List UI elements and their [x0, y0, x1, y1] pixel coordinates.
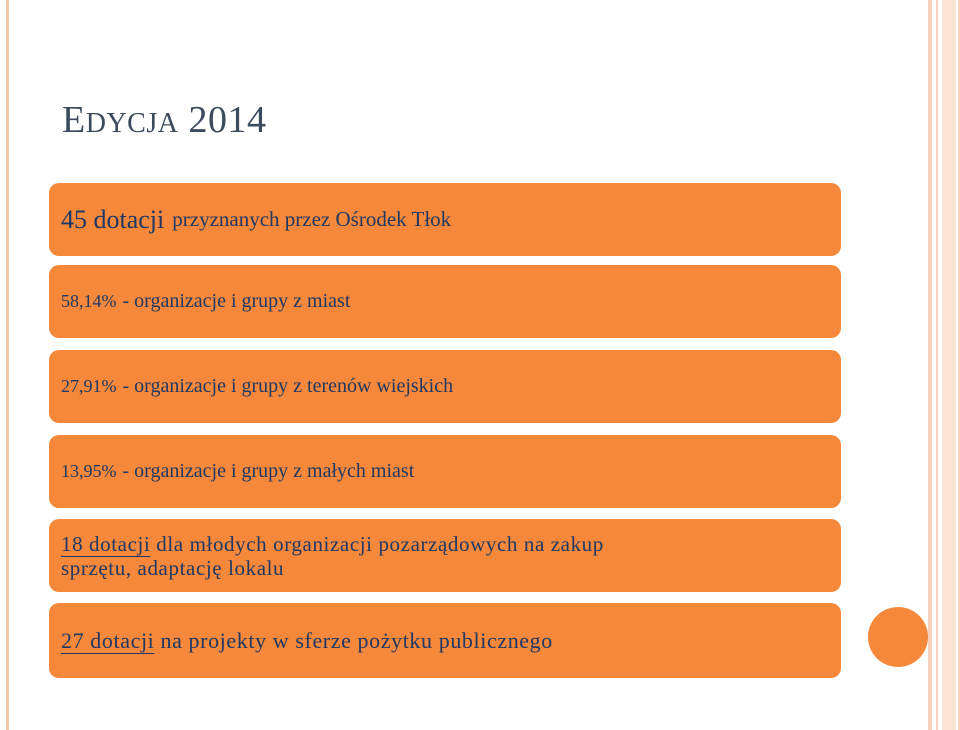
title-rest: DYCJA: [85, 108, 179, 139]
item-text-block: [61, 628, 553, 654]
item-text: - organizacje i grupy z terenów wiejskich: [122, 375, 454, 397]
item-text: przyznanych przez Ośrodek Tłok: [172, 207, 452, 231]
list-item-cities: [49, 265, 841, 338]
right-frame-stripe: [928, 0, 932, 730]
title-first-letter: E: [62, 99, 86, 141]
list-item-total-grants: [49, 183, 841, 256]
right-frame-stripe: [936, 0, 938, 730]
decorative-circle: [868, 607, 928, 667]
left-frame-line: [6, 0, 9, 730]
item-text: - organizacje i grupy z małych miast: [122, 460, 415, 482]
item-lead: 13,95%: [61, 461, 117, 481]
item-lead: 18 dotacji: [61, 531, 151, 556]
item-text: - organizacje i grupy z miast: [122, 290, 351, 312]
right-frame-stripe: [942, 0, 956, 730]
list-item-public-benefit: [49, 603, 841, 678]
list-item-rural: [49, 350, 841, 423]
item-text: dla młodych organizacji pozarządowych na zakup: [156, 531, 604, 556]
list-item-young-organizations: [49, 519, 841, 592]
item-lead: 27 dotacji: [61, 627, 155, 653]
title-year: 2014: [188, 99, 267, 141]
slide-title: [62, 98, 266, 142]
item-text: na projekty w sferze pożytku publicznego: [160, 627, 553, 653]
item-lead: 58,14%: [61, 291, 117, 311]
item-text-block: [61, 532, 604, 580]
list-item-small-towns: [49, 435, 841, 508]
item-lead: 45 dotacji: [61, 204, 165, 234]
item-lead: 27,91%: [61, 376, 117, 396]
item-text-line2: sprzętu, adaptację lokalu: [61, 555, 285, 580]
